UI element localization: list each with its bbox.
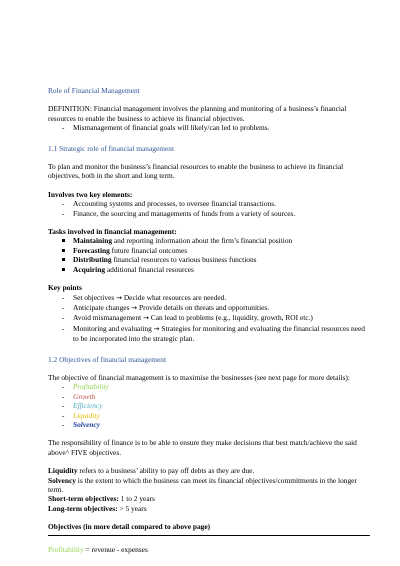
profitability-formula [48, 545, 370, 554]
detail-heading: Objectives (in more detail compared to above page) [48, 522, 211, 532]
list-item: - Mismanagement of financial goals will likely/can led to problems. [48, 123, 370, 132]
list-item [48, 313, 370, 323]
objectives-intro: The objective of financial management is to maximise the businesses (see next page for more details): [48, 372, 350, 382]
list-item [48, 236, 370, 245]
term-definition: refers to a business’ ability to pay off debts as they are due. [77, 466, 255, 476]
task-verb: Distributing [73, 255, 112, 265]
objective-growth: Growth [73, 391, 96, 401]
term-label: Liquidity [48, 466, 78, 476]
term-value: > 5 years [117, 503, 147, 513]
key-point-cause: Avoid mismanagement [73, 313, 144, 323]
key-point-effect: Can lead to problems (e.g., liquidity, growth, ROI etc.) [148, 313, 313, 323]
list-item: - Accounting systems and processes, to oversee financial transactions. [48, 199, 370, 208]
key-point-effect: Provide details on threats and opportunities. [137, 302, 270, 312]
list-item [48, 392, 370, 401]
list-item [48, 255, 370, 264]
key-elements-title: Involves two key elements: [48, 189, 133, 199]
short-term-line [48, 494, 370, 503]
tasks-title: Tasks involved in financial management: [48, 227, 177, 237]
objectives-heading: 1.2 Objectives of financial management [48, 354, 167, 364]
task-text: future financial outcomes [109, 245, 188, 255]
key-points-list [48, 293, 370, 344]
strategic-intro: To plan and monitor the business’s financial resources to enable the business to achieve its financial objectives, both in the short and long term. [48, 162, 344, 181]
term-definition: is the extent to which the business can meet its financial objectives/commitments in the longer term. [48, 475, 357, 494]
right-arrow-icon: → [153, 324, 160, 333]
solvency-definition [48, 476, 370, 495]
definition-paragraph [48, 104, 370, 123]
task-text: financial resources to various business functions [111, 255, 257, 265]
key-points-title: Key points [48, 283, 82, 293]
role-heading: Role of Financial Management [48, 86, 140, 95]
list-item [48, 382, 370, 391]
list-item [48, 293, 370, 303]
strategic-heading: 1.1 Strategic role of financial management [48, 143, 175, 153]
long-term-line [48, 504, 370, 513]
liquidity-definition [48, 466, 370, 475]
objective-profitability: Profitability [73, 382, 109, 392]
objective-solvency: Solvency [73, 419, 101, 429]
term-value: 1 to 2 years [118, 494, 155, 504]
term-label: Profitability [48, 544, 84, 554]
definition-label: DEFINITION: [48, 104, 92, 114]
objectives-list [48, 382, 370, 429]
term-definition: = revenue - expenses [83, 544, 148, 554]
list-item [48, 401, 370, 410]
task-text: additional financial resources [105, 264, 194, 274]
objective-efficiency: Efficiency [73, 401, 103, 411]
list-item [48, 420, 370, 429]
role-bullets [48, 123, 370, 132]
task-verb: Acquiring [73, 264, 106, 274]
key-elements-list [48, 199, 370, 218]
list-item [48, 265, 370, 274]
key-point-effect: Strategies for monitoring and evaluating the financial resources need to be incorporated into the strategic plan. [73, 323, 365, 344]
right-arrow-icon: → [116, 293, 122, 302]
key-point-cause: Anticipate changes [73, 302, 132, 312]
definition-text: Financial management involves the planning and monitoring of a business’s financial resources to enable the business to achieve its financial objectives. [48, 104, 347, 123]
term-label: Short-term objectives: [48, 494, 119, 504]
key-point-effect: Decide what resources are needed. [121, 292, 227, 302]
list-item [48, 246, 370, 255]
term-label: Long-term objectives: [48, 503, 118, 513]
right-arrow-icon: → [131, 303, 138, 312]
tasks-list [48, 236, 370, 274]
objective-liquidity: Liquidity [73, 410, 100, 420]
task-verb: Forecasting [73, 245, 110, 255]
responsibility-paragraph: The responsibility of finance is to be able to ensure they make decisions that best match/achieve the said above^ FIVE objectives. [48, 438, 357, 457]
key-point-cause: Monitoring and evaluating [73, 323, 154, 333]
task-verb: Maintaining [73, 236, 113, 246]
list-item [48, 411, 370, 420]
key-point-cause: Set objectives [73, 292, 117, 302]
list-item [48, 303, 370, 313]
list-item [48, 324, 370, 344]
term-label: Solvency [48, 475, 76, 485]
task-text: and reporting information about the firm’s financial position [112, 236, 293, 246]
list-item: - Finance, the sourcing and managements of funds from a variety of sources. [48, 209, 370, 218]
right-arrow-icon: → [143, 314, 149, 323]
